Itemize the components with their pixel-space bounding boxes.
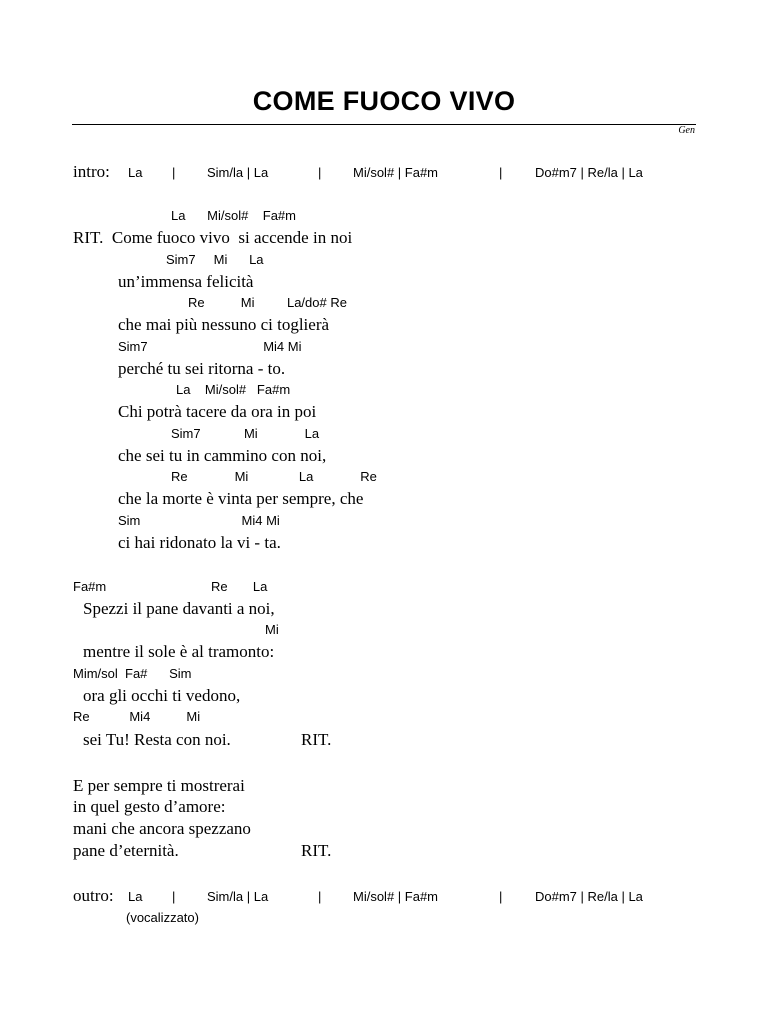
- intro-bar: |: [318, 165, 322, 180]
- intro-bar: |: [172, 165, 176, 180]
- intro-chord: Sim/la | La: [207, 165, 269, 180]
- intro-row: [0, 163, 768, 183]
- outro-chord: La: [128, 889, 143, 904]
- lyric-line: che la morte è vinta per sempre, che: [118, 489, 364, 508]
- chord-line: Mi: [265, 622, 279, 637]
- rit-tag: RIT.: [301, 730, 332, 749]
- chord-line: La Mi/sol# Fa#m: [176, 382, 291, 397]
- lyric-line: ora gli occhi ti vedono,: [83, 686, 241, 705]
- chord-line: Mim/sol Fa# Sim: [73, 666, 192, 681]
- lyric-line: mentre il sole è al tramonto:: [83, 642, 275, 661]
- lyric-line: in quel gesto d’amore:: [73, 797, 226, 816]
- lyric-line: un’immensa felicità: [118, 272, 254, 291]
- intro-bar: |: [499, 165, 503, 180]
- chord-line: La Mi/sol# Fa#m: [171, 208, 296, 223]
- outro-label: outro:: [73, 886, 114, 905]
- author-credit: Gen: [678, 125, 695, 136]
- chord-line: Re Mi4 Mi: [73, 709, 201, 724]
- rit-tag: RIT.: [301, 841, 332, 860]
- outro-bar: |: [172, 889, 176, 904]
- intro-chord: Do#m7 | Re/la | La: [535, 165, 643, 180]
- chord-line: Fa#m Re La: [73, 579, 268, 594]
- lyric-line: Chi potrà tacere da ora in poi: [118, 402, 317, 421]
- chord-line: Sim Mi4 Mi: [118, 513, 280, 528]
- intro-chord: Mi/sol# | Fa#m: [353, 165, 439, 180]
- lyric-line: perché tu sei ritorna - to.: [118, 359, 286, 378]
- chord-line: Sim7 Mi La: [171, 426, 320, 441]
- chord-line: Re Mi La Re: [171, 469, 377, 484]
- outro-chord: Do#m7 | Re/la | La: [535, 889, 643, 904]
- title-rule: [72, 124, 696, 125]
- intro-label: intro:: [73, 162, 110, 181]
- lyric-line: sei Tu! Resta con noi.: [83, 730, 231, 749]
- outro-row: [0, 887, 768, 907]
- lyric-line: pane d’eternità.: [73, 841, 179, 860]
- outro-note: (vocalizzato): [126, 910, 199, 925]
- lyric-line: ci hai ridonato la vi - ta.: [118, 533, 281, 552]
- lyric-line: che sei tu in cammino con noi,: [118, 446, 327, 465]
- intro-chord: La: [128, 165, 143, 180]
- lyric-line: mani che ancora spezzano: [73, 819, 251, 838]
- outro-bar: |: [318, 889, 322, 904]
- lyric-line: E per sempre ti mostrerai: [73, 776, 245, 795]
- outro-chord: Mi/sol# | Fa#m: [353, 889, 439, 904]
- chord-line: Sim7 Mi4 Mi: [118, 339, 302, 354]
- lyric-line: RIT. Come fuoco vivo si accende in noi: [73, 228, 353, 247]
- lyric-line: che mai più nessuno ci toglierà: [118, 315, 330, 334]
- outro-bar: |: [499, 889, 503, 904]
- page-title: COME FUOCO VIVO: [252, 86, 516, 116]
- chord-line: Re Mi La/do# Re: [188, 295, 347, 310]
- outro-chord: Sim/la | La: [207, 889, 269, 904]
- chord-line: Sim7 Mi La: [166, 252, 264, 267]
- lyric-line: Spezzi il pane davanti a noi,: [83, 599, 275, 618]
